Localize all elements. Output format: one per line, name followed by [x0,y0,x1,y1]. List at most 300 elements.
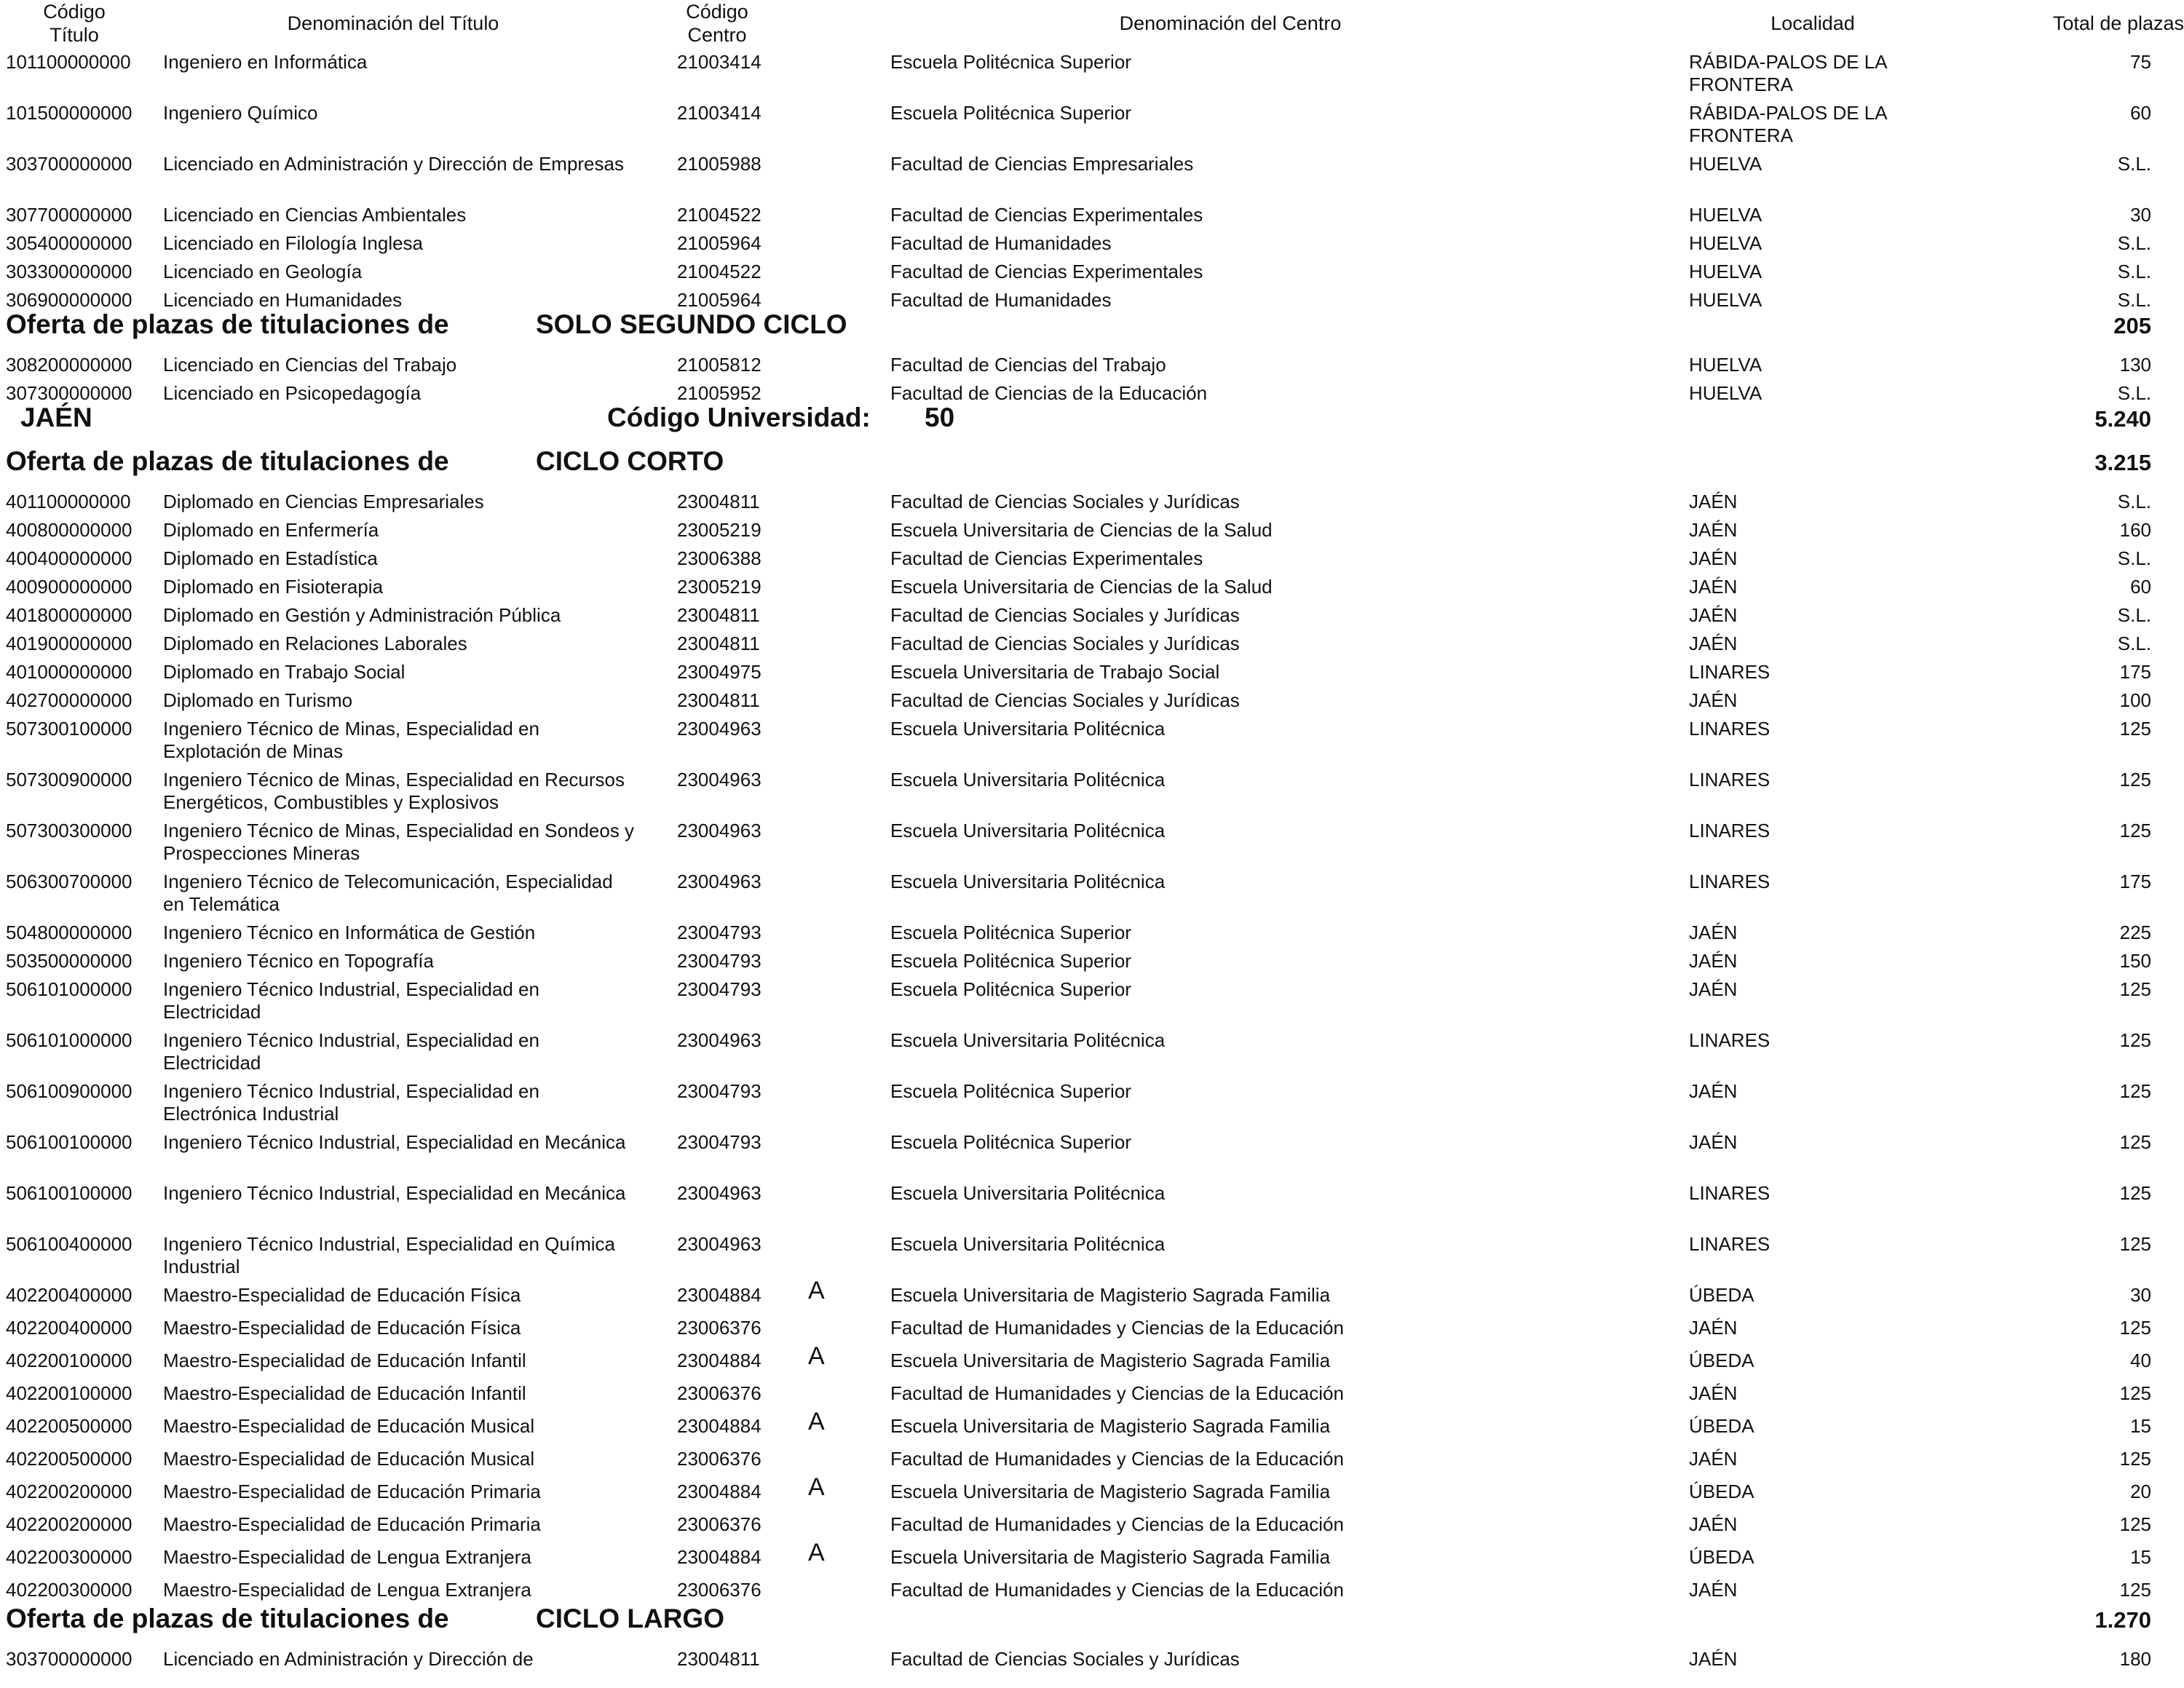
table-row [0,1408,2184,1441]
mark-cell: A [808,1539,825,1566]
table-row [0,812,2184,863]
localidad-cell: LINARES [1689,1233,1770,1255]
table-row [0,1572,2184,1604]
centro-name-cell: Escuela Universitaria de Magisterio Sagrada Familia [890,1546,1331,1568]
centro-code-cell: 23006376 [677,1317,761,1339]
title-cell: Ingeniero Técnico de Minas, Especialidad en Sondeos y Prospecciones Mineras [163,820,635,864]
localidad-cell: JAÉN [1689,950,1738,972]
table-row [0,483,2184,512]
centro-code-cell: 23004963 [677,820,761,841]
code-cell: 101500000000 [6,102,132,124]
total-cell: S.L. [2117,633,2151,654]
title-cell: Maestro-Especialidad de Lengua Extranjera [163,1579,531,1601]
total-cell: 30 [2130,1284,2151,1306]
code-cell: 307700000000 [6,204,132,226]
total-cell: S.L. [2117,491,2151,512]
title-cell: Ingeniero en Informática [163,51,368,73]
title-cell: Diplomado en Ciencias Empresariales [163,491,484,512]
localidad-cell: JAÉN [1689,1579,1738,1601]
centro-name-cell: Escuela Universitaria Politécnica [890,769,1166,790]
total-cell: S.L. [2117,604,2151,626]
centro-code-cell: 23004884 [677,1350,761,1371]
title-cell: Licenciado en Psicopedagogía [163,382,422,404]
total-cell: 15 [2130,1546,2151,1568]
code-cell: 402200300000 [6,1546,132,1568]
section-label: Oferta de plazas de titulaciones de [6,309,449,339]
localidad-cell: JAÉN [1689,491,1738,512]
localidad-cell: JAÉN [1689,633,1738,654]
total-cell: 75 [2130,51,2151,73]
centro-code-cell: 23004963 [677,1233,761,1255]
table-row [0,146,2184,197]
title-cell: Ingeniero Técnico de Minas, Especialidad en Explotación de Minas [163,718,539,762]
centro-name-cell: Escuela Universitaria Politécnica [890,1182,1166,1204]
section-label: Oferta de plazas de titulaciones de [6,446,449,476]
title-cell: Maestro-Especialidad de Educación Musical [163,1448,535,1470]
title-cell: Licenciado en Geología [163,261,363,282]
centro-name-cell: Facultad de Ciencias de la Educación [890,382,1208,404]
centro-code-cell: 23006376 [677,1579,761,1601]
header-denominacion-centro: Denominación del Centro [1119,12,1342,34]
code-cell: 303300000000 [6,261,132,282]
total-cell: 125 [2119,1448,2151,1470]
localidad-cell: HUELVA [1689,232,1762,254]
localidad-cell: LINARES [1689,1029,1770,1051]
table-row [0,1641,2184,1669]
total-cell: 125 [2119,718,2151,740]
table-header [0,0,2184,48]
centro-name-cell: Escuela Universitaria Politécnica [890,718,1166,740]
localidad-cell: LINARES [1689,871,1770,892]
title-cell: Ingeniero Químico [163,102,318,124]
centro-name-cell: Facultad de Ciencias Sociales y Jurídicas [890,689,1240,711]
total-cell: 125 [2119,1182,2151,1204]
total-cell: 125 [2119,978,2151,1000]
table-row [0,512,2184,540]
total-cell: 30 [2130,204,2151,226]
title-cell: Licenciado en Administración y Dirección de Empresas [163,153,624,175]
table-row [0,761,2184,812]
code-cell: 506100100000 [6,1182,132,1204]
total-cell: 125 [2119,1080,2151,1102]
title-cell: Maestro-Especialidad de Educación Musical [163,1415,535,1437]
centro-name-cell: Escuela Universitaria de Magisterio Sagrada Familia [890,1415,1331,1437]
centro-name-cell: Escuela Universitaria Politécnica [890,1029,1166,1051]
centro-code-cell: 23004811 [677,633,760,654]
table-row [0,1473,2184,1506]
centro-name-cell: Escuela Universitaria de Magisterio Sagrada Familia [890,1284,1331,1306]
table-row [0,1277,2184,1309]
table-row [0,597,2184,625]
total-cell: 175 [2119,871,2151,892]
header-denominacion-titulo: Denominación del Título [287,12,499,34]
table-row [0,710,2184,761]
table-row [0,95,2184,146]
localidad-cell: JAÉN [1689,519,1738,541]
university-total: 5.240 [2094,406,2151,432]
code-cell: 303700000000 [6,1648,132,1670]
section-kind: CICLO LARGO [536,1604,724,1633]
code-cell: 401100000000 [6,491,131,512]
table-row [0,1175,2184,1226]
title-cell: Diplomado en Enfermería [163,519,379,541]
centro-code-cell: 21003414 [677,102,761,124]
mark-cell: A [808,1473,825,1501]
total-cell: 125 [2119,1131,2151,1153]
centro-code-cell: 23004793 [677,922,761,943]
localidad-cell: ÚBEDA [1689,1350,1754,1371]
centro-code-cell: 23004793 [677,1131,761,1153]
centro-code-cell: 23004963 [677,769,761,790]
centro-name-cell: Facultad de Humanidades y Ciencias de la Educación [890,1513,1344,1535]
table-row [0,44,2184,95]
centro-name-cell: Facultad de Ciencias del Trabajo [890,354,1166,376]
centro-name-cell: Escuela Politécnica Superior [890,1080,1131,1102]
code-cell: 506100900000 [6,1080,132,1102]
code-cell: 504800000000 [6,922,132,943]
title-cell: Diplomado en Turismo [163,689,353,711]
code-cell: 402200100000 [6,1382,132,1404]
university-name: JAÉN [20,403,92,432]
centro-name-cell: Escuela Politécnica Superior [890,51,1131,73]
localidad-cell: ÚBEDA [1689,1415,1754,1437]
header-localidad: Localidad [1770,12,1855,34]
centro-name-cell: Facultad de Humanidades y Ciencias de la Educación [890,1448,1344,1470]
total-cell: S.L. [2117,382,2151,404]
code-cell: 401000000000 [6,661,132,683]
centro-name-cell: Escuela Politécnica Superior [890,1131,1131,1153]
total-cell: 15 [2130,1415,2151,1437]
title-cell: Ingeniero Técnico Industrial, Especialidad en Electricidad [163,978,539,1023]
localidad-cell: JAÉN [1689,1382,1738,1404]
centro-code-cell: 23006376 [677,1382,761,1404]
centro-name-cell: Escuela Universitaria de Ciencias de la Salud [890,576,1273,598]
localidad-cell: RÁBIDA-PALOS DE LA FRONTERA [1689,102,1887,146]
centro-name-cell: Escuela Universitaria de Magisterio Sagrada Familia [890,1350,1331,1371]
localidad-cell: JAÉN [1689,1131,1738,1153]
code-cell: 503500000000 [6,950,132,972]
code-cell: 506101000000 [6,1029,132,1051]
title-cell: Licenciado en Ciencias Ambientales [163,204,467,226]
title-cell: Ingeniero Técnico Industrial, Especialidad en Electricidad [163,1029,539,1074]
centro-name-cell: Escuela Politécnica Superior [890,102,1131,124]
section-total: 3.215 [2094,450,2151,475]
localidad-cell: JAÉN [1689,922,1738,943]
centro-code-cell: 23004975 [677,661,761,683]
table-row [0,346,2184,375]
centro-name-cell: Facultad de Ciencias Sociales y Jurídicas [890,491,1240,512]
code-cell: 506100400000 [6,1233,132,1255]
title-cell: Diplomado en Fisioterapia [163,576,384,598]
centro-code-cell: 21004522 [677,204,761,226]
section-kind: CICLO CORTO [536,446,724,476]
university-code: 50 [925,403,955,432]
localidad-cell: JAÉN [1689,576,1738,598]
centro-code-cell: 23005219 [677,576,761,598]
table-row [0,1124,2184,1175]
code-cell: 305400000000 [6,232,132,254]
code-cell: 402200100000 [6,1350,132,1371]
localidad-cell: LINARES [1689,661,1770,683]
centro-name-cell: Facultad de Humanidades y Ciencias de la Educación [890,1382,1344,1404]
code-cell: 402700000000 [6,689,132,711]
centro-name-cell: Facultad de Ciencias Experimentales [890,204,1203,226]
centro-name-cell: Facultad de Humanidades [890,232,1112,254]
centro-name-cell: Facultad de Ciencias Sociales y Jurídicas [890,604,1240,626]
title-cell: Ingeniero Técnico Industrial, Especialidad en Mecánica [163,1182,626,1204]
centro-name-cell: Escuela Universitaria de Ciencias de la Salud [890,519,1273,541]
centro-code-cell: 23004884 [677,1546,761,1568]
university-code-label: Código Universidad: [607,403,871,432]
section-header [0,447,2184,483]
table-row [0,1539,2184,1572]
centro-name-cell: Facultad de Ciencias Sociales y Jurídicas [890,1648,1240,1670]
total-cell: 125 [2119,1579,2151,1601]
total-cell: 125 [2119,769,2151,790]
title-cell: Maestro-Especialidad de Educación Infantil [163,1350,526,1371]
title-cell: Diplomado en Estadística [163,547,378,569]
code-cell: 400900000000 [6,576,132,598]
mark-cell: A [808,1342,825,1370]
section-kind: SOLO SEGUNDO CICLO [536,309,847,339]
code-cell: 308200000000 [6,354,132,376]
total-cell: S.L. [2117,547,2151,569]
table-row [0,225,2184,253]
total-cell: 125 [2119,820,2151,841]
title-cell: Maestro-Especialidad de Lengua Extranjera [163,1546,531,1568]
table-row [0,1226,2184,1277]
centro-name-cell: Escuela Universitaria de Magisterio Sagrada Familia [890,1481,1331,1502]
centro-name-cell: Escuela Universitaria de Trabajo Social [890,661,1220,683]
total-cell: 20 [2130,1481,2151,1502]
total-cell: 160 [2119,519,2151,541]
table-row [0,914,2184,943]
header-codigo-titulo: Código Título [43,1,106,46]
code-cell: 307300000000 [6,382,132,404]
localidad-cell: JAÉN [1689,1448,1738,1470]
code-cell: 402200200000 [6,1481,132,1502]
centro-code-cell: 23004963 [677,1029,761,1051]
total-cell: S.L. [2117,153,2151,175]
total-cell: S.L. [2117,289,2151,311]
table-row [0,1375,2184,1408]
centro-code-cell: 23004963 [677,871,761,892]
localidad-cell: LINARES [1689,718,1770,740]
centro-code-cell: 23005219 [677,519,761,541]
code-cell: 306900000000 [6,289,132,311]
total-cell: 180 [2119,1648,2151,1670]
total-cell: S.L. [2117,261,2151,282]
centro-code-cell: 23004884 [677,1284,761,1306]
total-cell: 60 [2130,576,2151,598]
title-cell: Ingeniero Técnico de Minas, Especialidad en Recursos Energéticos, Combustibles y Explosivos [163,769,625,813]
title-cell: Maestro-Especialidad de Educación Primaria [163,1481,541,1502]
table-row [0,971,2184,1022]
centro-name-cell: Facultad de Ciencias Experimentales [890,261,1203,282]
localidad-cell: HUELVA [1689,354,1762,376]
table-row [0,1441,2184,1473]
title-cell: Maestro-Especialidad de Educación Infantil [163,1382,526,1404]
localidad-cell: JAÉN [1689,1513,1738,1535]
total-cell: 125 [2119,1233,2151,1255]
table-row [0,863,2184,914]
code-cell: 506101000000 [6,978,132,1000]
code-cell: 402200500000 [6,1448,132,1470]
table-row [0,253,2184,282]
code-cell: 401800000000 [6,604,132,626]
total-cell: 40 [2130,1350,2151,1371]
centro-code-cell: 21004522 [677,261,761,282]
code-cell: 400400000000 [6,547,132,569]
localidad-cell: ÚBEDA [1689,1546,1754,1568]
code-cell: 402200300000 [6,1579,132,1601]
table-row [0,1506,2184,1539]
total-cell: 130 [2119,354,2151,376]
total-cell: 60 [2130,102,2151,124]
table-row [0,568,2184,597]
localidad-cell: HUELVA [1689,289,1762,311]
code-cell: 402200400000 [6,1284,132,1306]
localidad-cell: JAÉN [1689,978,1738,1000]
code-cell: 101100000000 [6,51,131,73]
total-cell: 125 [2119,1029,2151,1051]
title-cell: Diplomado en Relaciones Laborales [163,633,467,654]
title-cell: Ingeniero Técnico de Telecomunicación, Especialidad en Telemática [163,871,613,915]
centro-name-cell: Escuela Universitaria Politécnica [890,871,1166,892]
centro-code-cell: 23006376 [677,1448,761,1470]
localidad-cell: LINARES [1689,1182,1770,1204]
title-cell: Licenciado en Humanidades [163,289,403,311]
centro-name-cell: Escuela Universitaria Politécnica [890,820,1166,841]
localidad-cell: JAÉN [1689,1317,1738,1339]
centro-code-cell: 23004793 [677,978,761,1000]
code-cell: 507300100000 [6,718,132,740]
total-cell: 150 [2119,950,2151,972]
centro-name-cell: Facultad de Humanidades [890,289,1112,311]
table-row [0,1342,2184,1375]
centro-code-cell: 21005964 [677,232,761,254]
code-cell: 507300300000 [6,820,132,841]
code-cell: 506100100000 [6,1131,132,1153]
mark-cell: A [808,1408,825,1435]
localidad-cell: JAÉN [1689,547,1738,569]
centro-name-cell: Facultad de Ciencias Experimentales [890,547,1203,569]
total-cell: S.L. [2117,232,2151,254]
localidad-cell: HUELVA [1689,261,1762,282]
section-total: 205 [2113,313,2151,338]
centro-code-cell: 23006388 [677,547,761,569]
localidad-cell: ÚBEDA [1689,1284,1754,1306]
localidad-cell: JAÉN [1689,689,1738,711]
total-cell: 175 [2119,661,2151,683]
localidad-cell: HUELVA [1689,153,1762,175]
code-cell: 506300700000 [6,871,132,892]
centro-code-cell: 23004811 [677,604,760,626]
centro-name-cell: Facultad de Ciencias Empresariales [890,153,1194,175]
title-cell: Maestro-Especialidad de Educación Física [163,1317,521,1339]
centro-name-cell: Facultad de Humanidades y Ciencias de la Educación [890,1579,1344,1601]
code-cell: 402200400000 [6,1317,132,1339]
localidad-cell: LINARES [1689,820,1770,841]
centro-name-cell: Facultad de Ciencias Sociales y Jurídicas [890,633,1240,654]
title-cell: Ingeniero Técnico Industrial, Especialidad en Mecánica [163,1131,626,1153]
centro-code-cell: 21005988 [677,153,761,175]
localidad-cell: RÁBIDA-PALOS DE LA FRONTERA [1689,51,1887,95]
total-cell: 225 [2119,922,2151,943]
centro-code-cell: 23006376 [677,1513,761,1535]
centro-name-cell: Facultad de Humanidades y Ciencias de la Educación [890,1317,1344,1339]
centro-code-cell: 23004793 [677,1080,761,1102]
localidad-cell: ÚBEDA [1689,1481,1754,1502]
total-cell: 125 [2119,1513,2151,1535]
table-row [0,540,2184,568]
code-cell: 303700000000 [6,153,132,175]
title-cell: Ingeniero Técnico en Topografía [163,950,434,972]
table-row [0,625,2184,654]
table-row [0,197,2184,225]
section-label: Oferta de plazas de titulaciones de [6,1604,449,1633]
centro-code-cell: 23004963 [677,1182,761,1204]
title-cell: Maestro-Especialidad de Educación Primaria [163,1513,541,1535]
centro-name-cell: Escuela Politécnica Superior [890,950,1131,972]
code-cell: 400800000000 [6,519,132,541]
centro-code-cell: 23004884 [677,1415,761,1437]
localidad-cell: HUELVA [1689,382,1762,404]
title-cell: Licenciado en Administración y Dirección de [163,1648,534,1670]
section-total: 1.270 [2094,1607,2151,1633]
table-row [0,682,2184,710]
header-total-plazas: Total de plazas [2052,12,2184,34]
title-cell: Ingeniero Técnico en Informática de Gestión [163,922,536,943]
table-row [0,1309,2184,1342]
code-cell: 402200200000 [6,1513,132,1535]
centro-code-cell: 23004963 [677,718,761,740]
title-cell: Licenciado en Filología Inglesa [163,232,424,254]
centro-code-cell: 23004811 [677,1648,760,1670]
centro-code-cell: 23004793 [677,950,761,972]
section-header [0,310,2184,346]
table-row [0,1073,2184,1124]
title-cell: Diplomado en Gestión y Administración Pública [163,604,561,626]
header-codigo-centro: Código Centro [686,1,748,46]
localidad-cell: JAÉN [1689,604,1738,626]
centro-code-cell: 23004811 [677,689,760,711]
table-row [0,282,2184,310]
university-header [0,403,2184,447]
table-row [0,943,2184,971]
title-cell: Ingeniero Técnico Industrial, Especialidad en Electrónica Industrial [163,1080,539,1125]
total-cell: 100 [2119,689,2151,711]
centro-name-cell: Escuela Universitaria Politécnica [890,1233,1166,1255]
centro-code-cell: 21005952 [677,382,761,404]
title-cell: Licenciado en Ciencias del Trabajo [163,354,457,376]
section-header [0,1604,2184,1641]
localidad-cell: HUELVA [1689,204,1762,226]
title-cell: Maestro-Especialidad de Educación Física [163,1284,521,1306]
centro-name-cell: Escuela Politécnica Superior [890,922,1131,943]
table-row [0,1022,2184,1073]
table-row [0,654,2184,682]
total-cell: 125 [2119,1317,2151,1339]
title-cell: Ingeniero Técnico Industrial, Especialidad en Química Industrial [163,1233,615,1277]
centro-code-cell: 21005964 [677,289,761,311]
centro-code-cell: 21005812 [677,354,761,376]
localidad-cell: LINARES [1689,769,1770,790]
title-cell: Diplomado en Trabajo Social [163,661,405,683]
centro-code-cell: 21003414 [677,51,761,73]
centro-name-cell: Escuela Politécnica Superior [890,978,1131,1000]
code-cell: 401900000000 [6,633,132,654]
